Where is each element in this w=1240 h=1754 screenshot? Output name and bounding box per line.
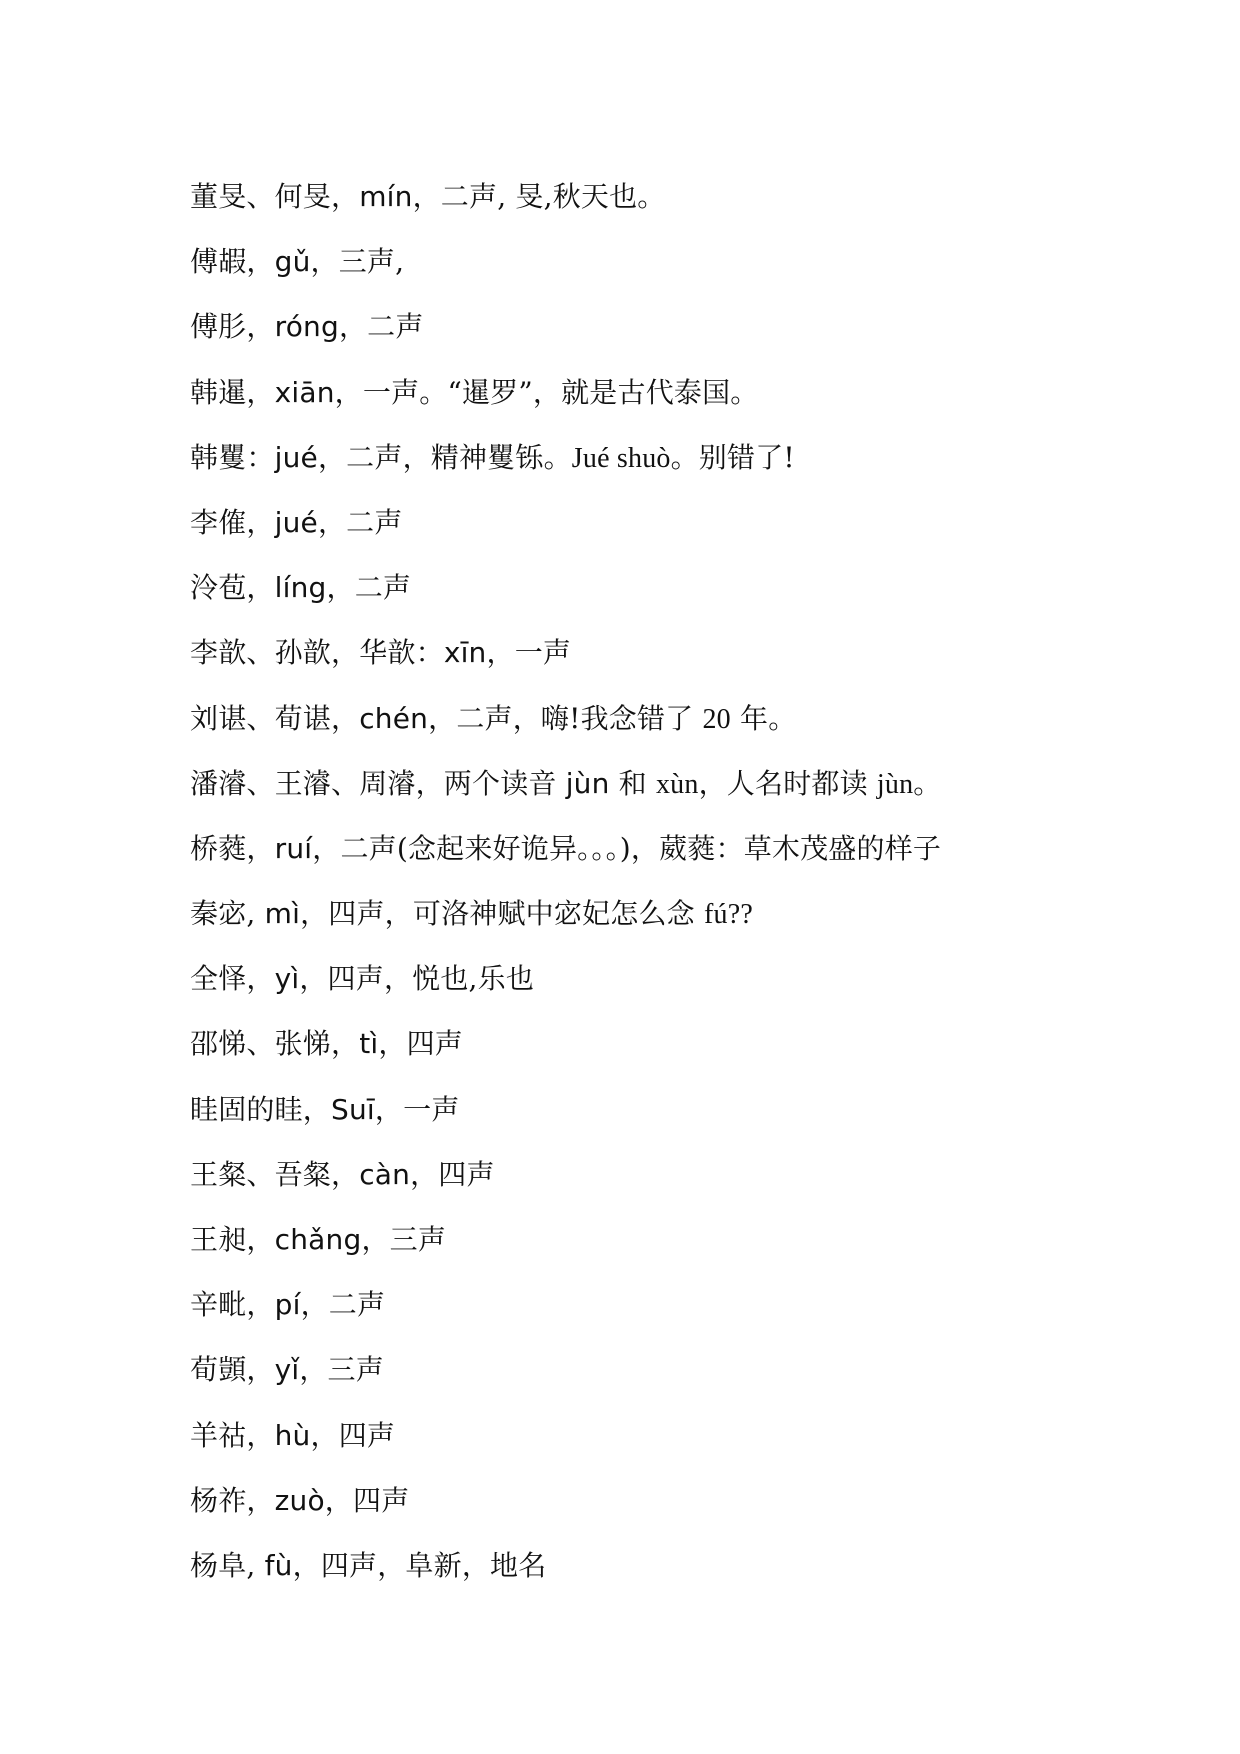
- pinyin-text: xiān: [274, 375, 335, 409]
- entry-line: [190, 889, 1150, 954]
- entry-line: [190, 433, 1150, 498]
- chinese-text: 辛毗，: [190, 1288, 275, 1322]
- entry-line: [190, 759, 1150, 824]
- chinese-text: 韩暹，: [190, 375, 275, 409]
- pinyin-text: fù: [264, 1548, 293, 1582]
- chinese-text: ，四声，可洛神赋中宓妃怎么念: [300, 897, 704, 931]
- entry-line: [190, 1280, 1150, 1345]
- chinese-text: ，二声: [300, 1288, 386, 1322]
- entry-line: [190, 694, 1150, 759]
- pinyin-text: gǔ: [274, 245, 311, 279]
- entry-line: [190, 237, 1150, 302]
- chinese-text: 羊祜，: [190, 1418, 275, 1452]
- entry-line: [190, 563, 1150, 628]
- pinyin-text: jùn: [565, 766, 610, 800]
- chinese-text: ，一声: [486, 636, 572, 670]
- chinese-text: ，三声: [361, 1223, 447, 1256]
- pinyin-text: Suī: [331, 1092, 375, 1126]
- chinese-text: ，二声, 旻,秋天也。: [412, 180, 666, 213]
- entry-line: [190, 1150, 1150, 1215]
- chinese-text: 。别错了!: [670, 440, 795, 474]
- pinyin-text: càn: [359, 1157, 411, 1191]
- chinese-text: 桥蕤，: [190, 831, 275, 865]
- chinese-text: ，二声，嗨!我念错了: [428, 701, 703, 735]
- pinyin-text: ruí: [274, 831, 313, 865]
- chinese-text: 韩矍：: [190, 440, 275, 474]
- chinese-text: ，四声: [378, 1027, 463, 1061]
- chinese-text: ，人名时都读: [698, 766, 877, 800]
- chinese-text: 傅嘏，: [190, 245, 275, 279]
- pinyin-text: tì: [359, 1027, 379, 1061]
- chinese-text: 李傕，: [190, 505, 275, 539]
- entry-line: [190, 1345, 1150, 1410]
- entry-line: [190, 1476, 1150, 1541]
- pinyin-text: chǎng: [274, 1223, 362, 1256]
- entry-line: [190, 302, 1150, 367]
- chinese-text: ，一声: [374, 1092, 460, 1126]
- latin-text: xùn: [655, 768, 699, 800]
- entry-line: [190, 628, 1150, 693]
- pinyin-text: róng: [274, 310, 339, 344]
- pinyin-text: yǐ: [274, 1353, 300, 1387]
- pinyin-text: jué: [274, 440, 318, 474]
- entry-line: [190, 824, 1150, 889]
- chinese-text: ，二声: [317, 505, 403, 539]
- entry-line: [190, 368, 1150, 433]
- chinese-text: 年。: [730, 701, 797, 735]
- entry-line: [190, 954, 1150, 1019]
- entry-line: [190, 1541, 1150, 1606]
- pinyin-text: jué: [274, 505, 318, 539]
- pinyin-text: yì: [274, 962, 300, 996]
- pinyin-text: mì: [264, 897, 301, 931]
- chinese-text: ，三声: [299, 1353, 384, 1387]
- chinese-text: ，二声: [338, 310, 424, 344]
- chinese-text: ，四声，悦也,乐也: [299, 962, 535, 996]
- entry-line: [190, 498, 1150, 563]
- entry-line: [190, 172, 1150, 237]
- pronunciation-list: [190, 172, 1150, 1606]
- chinese-text: 秦宓,: [190, 897, 265, 931]
- chinese-text: 邵悌、张悌，: [190, 1027, 360, 1061]
- chinese-text: ，一声。“暹罗”，就是古代泰国。: [334, 375, 759, 409]
- chinese-text: 泠苞，: [190, 571, 275, 605]
- chinese-text: ，二声: [326, 571, 412, 605]
- chinese-text: 。: [913, 766, 942, 800]
- latin-text: 20: [702, 703, 731, 735]
- chinese-text: ，四声，阜新，地名: [292, 1548, 547, 1582]
- chinese-text: ，四声: [410, 1157, 495, 1191]
- chinese-text: 王粲、吾粲，: [190, 1157, 360, 1191]
- chinese-text: ，四声: [324, 1483, 410, 1517]
- chinese-text: 眭固的眭，: [190, 1092, 332, 1126]
- chinese-text: 傅肜，: [190, 310, 275, 344]
- latin-text: Jué shuò: [571, 442, 671, 474]
- chinese-text: ，四声: [310, 1418, 396, 1452]
- chinese-text: 董旻、何旻，: [190, 180, 360, 213]
- pinyin-text: chén: [359, 701, 429, 735]
- entry-line: [190, 1215, 1150, 1280]
- pinyin-text: mín: [359, 180, 413, 213]
- pinyin-text: pí: [274, 1288, 301, 1322]
- chinese-text: 杨阜,: [190, 1548, 265, 1582]
- chinese-text: ，二声(念起来好诡异。。。)，葳蕤：草木茂盛的样子: [312, 831, 942, 865]
- chinese-text: ，二声，精神矍铄。: [317, 440, 572, 474]
- chinese-text: 王昶，: [190, 1223, 275, 1256]
- pinyin-text: hù: [274, 1418, 311, 1452]
- chinese-text: 全怿，: [190, 962, 275, 996]
- latin-text: fú??: [703, 899, 753, 931]
- chinese-text: 荀顗，: [190, 1353, 275, 1387]
- latin-text: jùn: [876, 768, 914, 800]
- chinese-text: 杨祚，: [190, 1483, 275, 1517]
- entry-line: [190, 1085, 1150, 1150]
- entry-line: [190, 1411, 1150, 1476]
- pinyin-text: zuò: [274, 1483, 325, 1517]
- chinese-text: 和: [609, 766, 656, 800]
- chinese-text: 潘濬、王濬、周濬，两个读音: [190, 766, 566, 800]
- chinese-text: 刘谌、荀谌，: [190, 701, 360, 735]
- chinese-text: 李歆、孙歆，华歆：: [190, 636, 444, 670]
- chinese-text: ，三声,: [310, 245, 405, 279]
- pinyin-text: xīn: [443, 636, 487, 670]
- entry-line: [190, 1019, 1150, 1084]
- pinyin-text: líng: [274, 571, 327, 605]
